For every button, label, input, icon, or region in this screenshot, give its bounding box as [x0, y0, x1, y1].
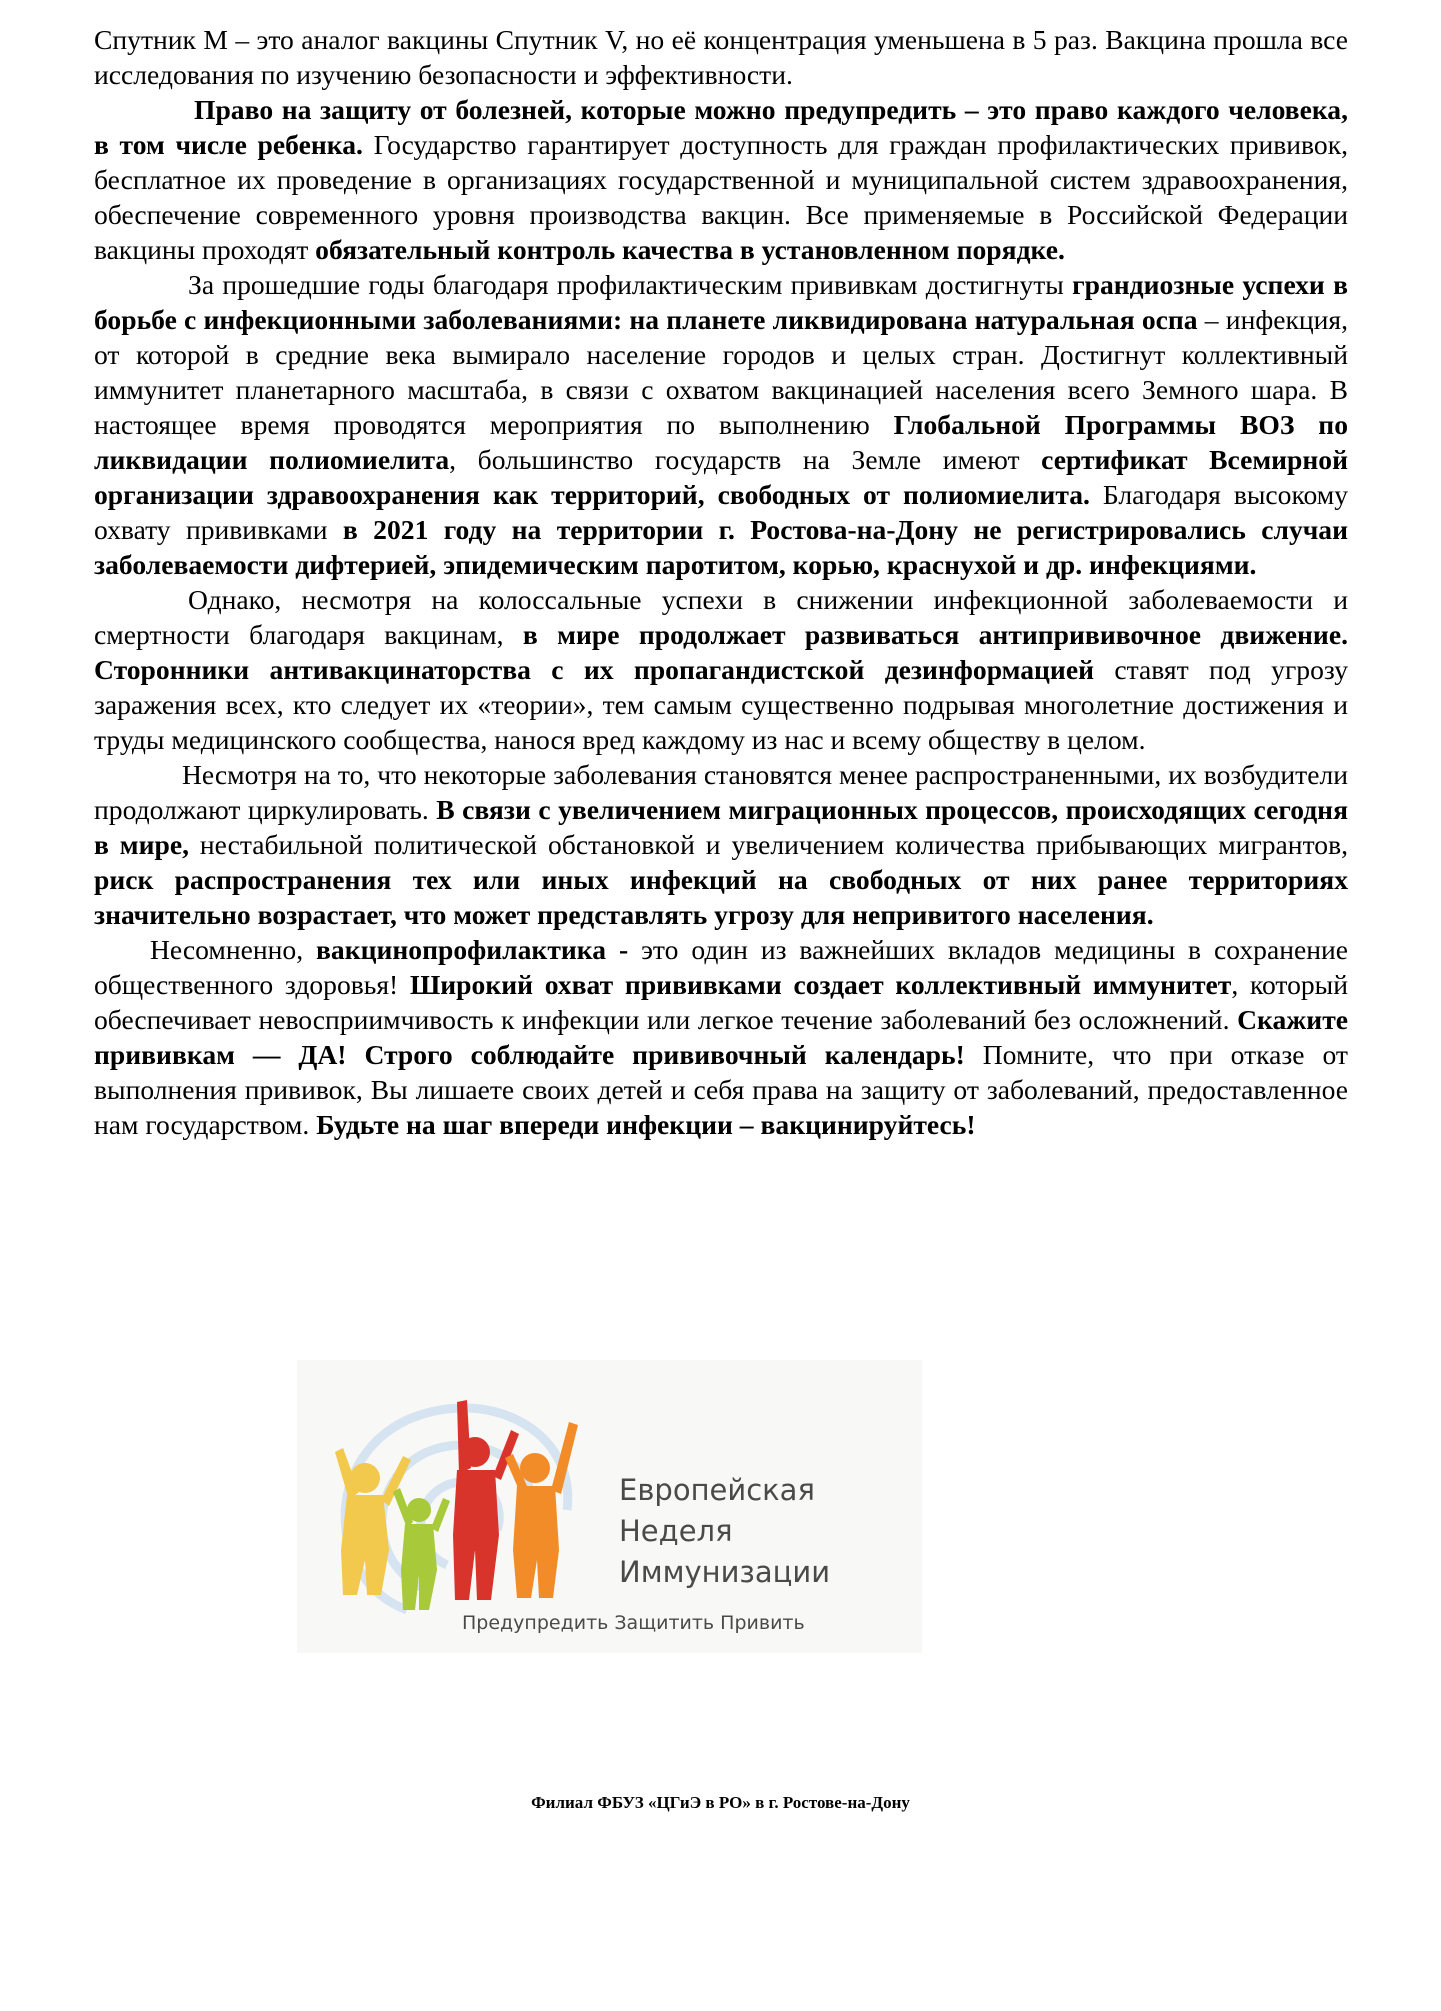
text-run: нестабильной политической обстановкой и увеличением количества прибывающих мигрантов,	[189, 829, 1348, 860]
paragraph	[94, 932, 1348, 1142]
text-run: За прошедшие годы благодаря профилактическим прививкам достигнуты	[188, 269, 1073, 300]
bold-text: в 2021 году на территории г. Ростова-на-Дону не регистрировались случаи заболеваемости дифтерией, эпидемическим паротитом, корью, краснухой и др. инфекциями.	[94, 514, 1348, 580]
logo-title-line2: Неделя	[619, 1514, 733, 1548]
bold-text: грандиозные успехи в борьбе с инфекционными заболеваниями: на планете ликвидирована натуральная оспа	[94, 269, 1348, 335]
bold-text: обязательный контроль качества в установленном порядке.	[315, 234, 1065, 265]
logo-title-line3: Иммунизации	[619, 1555, 831, 1589]
logo-title	[619, 1470, 830, 1593]
bold-text: Право на защиту от болезней, которые можно предупредить – это право каждого человека, в том числе ребенка.	[94, 94, 1348, 160]
red-figure	[453, 1400, 519, 1600]
text-run: Помните, что при отказе от выполнения прививок, Вы лишаете своих детей и себя права на защиту от заболеваний, предоставленное нам государством.	[94, 1039, 1348, 1140]
text-run: , большинство государств на Земле имеют	[449, 444, 1042, 475]
text-run: , который обеспечивает невосприимчивость к инфекции или легкое течение заболеваний без осложнений.	[94, 969, 1348, 1035]
text-run: ставят под угрозу заражения всех, кто следует их «теории», тем самым существенно подрывая многолетние достижения и труды медицинского сообщества, нанося вред каждому из нас и всему обществу в целом.	[94, 654, 1348, 755]
text-run: Однако, несмотря на колоссальные успехи в снижении инфекционной заболеваемости и смертности благодаря вакцинам,	[94, 584, 1348, 650]
bold-text: риск распространения тех или иных инфекций на свободных от них ранее территориях значительно возрастает, что может представлять угрозу для непривитого населения.	[94, 864, 1348, 930]
text-run: это один из важнейших вкладов медицины в сохранение общественного здоровья!	[94, 934, 1348, 1000]
paragraph	[94, 92, 1348, 267]
bold-text: Глобальной Программы ВОЗ по ликвидации полиомиелита	[94, 409, 1348, 475]
bold-text: сертификат Всемирной организации здравоохранения как территорий, свободных от полиомиелита.	[94, 444, 1348, 510]
paragraph	[94, 267, 1348, 582]
logo-tagline: Предупредить Защитить Привить	[462, 1612, 805, 1634]
green-figure	[393, 1488, 450, 1610]
text-run: Государство гарантирует доступность для граждан профилактических прививок, бесплатное их проведение в организациях государственной и муниципальной систем здравоохранения, обеспечение современного уровня производства вакцин. Все применяемые в Российской Федерации вакцины проходят	[94, 129, 1349, 265]
footer-organization: Филиал ФБУЗ «ЦГиЭ в РО» в г. Ростове-на-Дону	[531, 1793, 910, 1812]
bold-text: Широкий охват прививками создает коллективный иммунитет	[409, 969, 1232, 1000]
bold-text: в мире продолжает развиваться антипрививочное движение. Сторонники антивакцинаторства с их пропагандистской дезинформацией	[94, 619, 1348, 685]
bold-text: Будьте на шаг впереди инфекции – вакцинируйтесь!	[316, 1109, 976, 1140]
text-run: Несмотря на то, что некоторые заболевания становятся менее распространенными, их возбудители продолжают циркулировать.	[94, 759, 1348, 825]
paragraph	[94, 22, 1348, 92]
paragraph	[94, 582, 1348, 757]
text-run: Благодаря высокому охвату прививками	[94, 479, 1348, 545]
text-run: – инфекция, от которой в средние века вымирало население городов и целых стран. Достигнут коллективный иммунитет планетарного масштаба, в связи с охватом вакцинацией населения всего Земного шара. В настоящее время проводятся мероприятия по выполнению	[94, 304, 1348, 440]
text-run: Спутник М – это аналог вакцины Спутник V, но её концентрация уменьшена в 5 раз. Вакцина прошла все исследования по изучению безопасности и эффективности.	[94, 24, 1348, 90]
logo-title-line1: Европейская	[619, 1473, 815, 1507]
bold-text: Скажите прививкам — ДА! Строго соблюдайте прививочный календарь!	[94, 1004, 1348, 1070]
document-body	[94, 22, 1348, 1142]
text-run: Несомненно,	[150, 934, 317, 965]
immunization-week-logo	[297, 1360, 922, 1653]
bold-text: В связи с увеличением миграционных процессов, происходящих сегодня в мире,	[94, 794, 1349, 860]
bold-text: вакцинопрофилактика -	[316, 934, 629, 965]
paragraph	[94, 757, 1348, 932]
